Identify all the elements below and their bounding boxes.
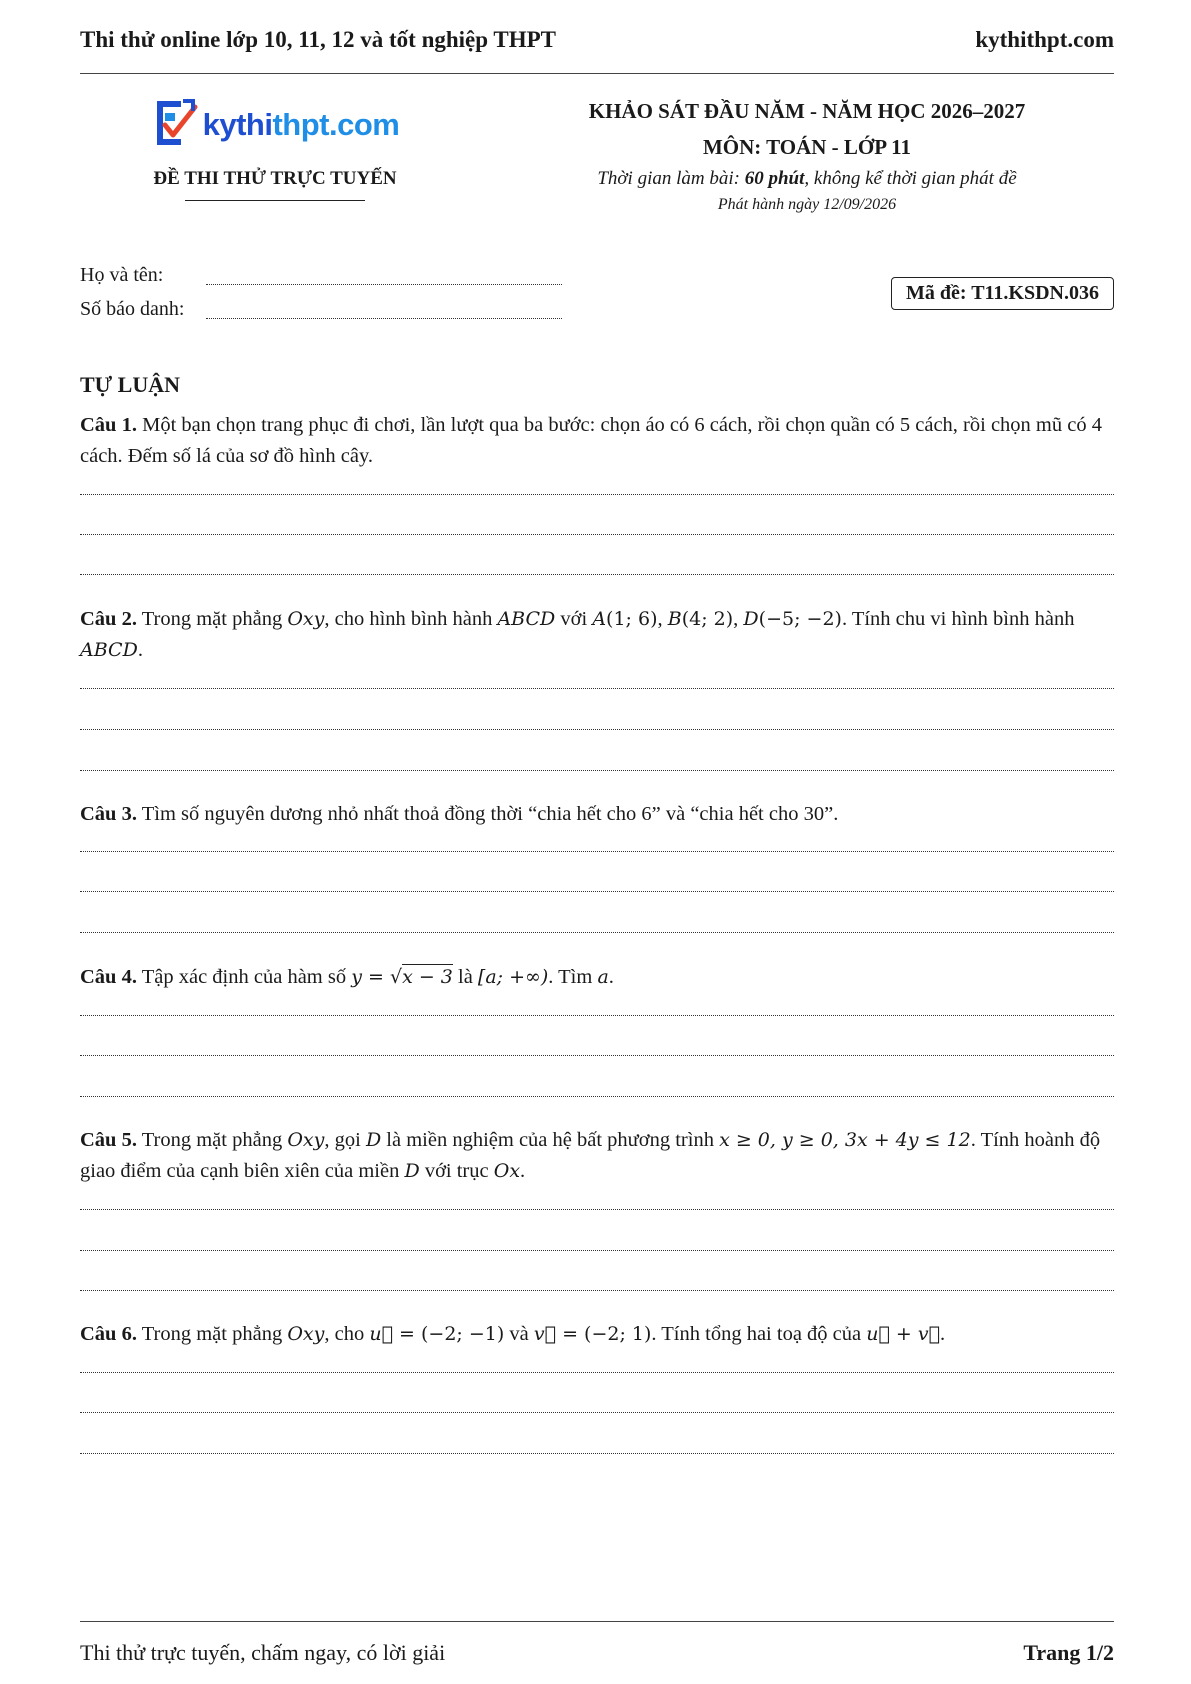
answer-line[interactable]: [80, 729, 1114, 730]
question-text: Một bạn chọn trang phục đi chơi, lần lượt qua ba bước: chọn áo có 6 cách, rồi chọn quần có 5 cách, rồi chọn mũ có 4 cách. Đếm số lá của sơ đồ hình cây.: [80, 414, 1102, 467]
math-expression: a: [597, 966, 609, 988]
question-text: Tìm số nguyên dương nhỏ nhất thoả đồng thời “chia hết cho 6” và “chia hết cho 30”.: [141, 803, 839, 825]
exam-time-prefix: Thời gian làm bài:: [597, 168, 745, 189]
footer-rule: [80, 1621, 1114, 1622]
answer-line[interactable]: [80, 494, 1114, 495]
math-expression: Oxy: [287, 1129, 325, 1151]
candidate-info: [80, 264, 562, 332]
answer-line[interactable]: [80, 1055, 1114, 1056]
question-4: [80, 962, 1114, 993]
math-expression: A: [592, 608, 607, 630]
math-expression: = (−2; −1): [392, 1323, 505, 1345]
exam-time-value: 60 phút: [744, 168, 805, 189]
question-label: Câu 1.: [80, 414, 137, 436]
header-left-text: Thi thử online lớp 10, 11, 12 và tốt nghiệp THPT: [80, 27, 556, 52]
question-text: .: [137, 639, 143, 661]
exam-title: KHẢO SÁT ĐẦU NĂM - NĂM HỌC 2026–2027: [588, 99, 1026, 123]
question-label: Câu 4.: [80, 966, 137, 988]
math-expression: u⃗: [369, 1323, 393, 1345]
answer-line[interactable]: [80, 1209, 1114, 1210]
math-expression: = (−2; 1): [556, 1323, 652, 1345]
math-expression: D: [365, 1129, 382, 1151]
candidate-id-label: Số báo danh:: [80, 298, 185, 320]
question-label: Câu 5.: [80, 1129, 137, 1151]
answer-line[interactable]: [80, 534, 1114, 535]
exam-time-suffix: , không kể thời gian phát đề: [804, 168, 1017, 189]
answer-line[interactable]: [80, 1096, 1114, 1097]
math-expression: Oxy: [287, 1323, 325, 1345]
math-expression: ABCD: [497, 608, 556, 630]
question-text: Trong mặt phẳng: [141, 1129, 288, 1151]
question-text: Trong mặt phẳng: [141, 608, 288, 630]
site-logo[interactable]: [80, 96, 470, 154]
math-expression: Oxy: [287, 608, 325, 630]
math-expression: Ox: [493, 1160, 521, 1182]
math-expression: x ≥ 0, y ≥ 0, 3x + 4y ≤ 12: [719, 1129, 971, 1151]
candidate-id-field[interactable]: [206, 304, 562, 319]
exam-release-date: Phát hành ngày 12/09/2026: [717, 196, 897, 213]
candidate-name-label: Họ và tên:: [80, 264, 164, 286]
question-6: [80, 1319, 1114, 1350]
logo-icon: [151, 97, 199, 154]
math-expression: (−5; −2): [758, 608, 842, 630]
math-expression: ABCD: [80, 639, 138, 661]
question-text: ,: [733, 608, 744, 630]
answer-line[interactable]: [80, 770, 1114, 771]
exam-code-badge: Mã đề: T11.KSDN.036: [891, 277, 1114, 310]
question-label: Câu 2.: [80, 608, 137, 630]
answer-line[interactable]: [80, 1250, 1114, 1251]
question-1: [80, 410, 1114, 472]
question-text: , cho hình bình hành: [324, 608, 498, 630]
header-rule: [80, 73, 1114, 74]
math-expression: (1; 6): [606, 608, 658, 630]
running-header: [80, 22, 1114, 58]
question-text: Trong mặt phẳng: [141, 1323, 288, 1345]
question-2: [80, 604, 1114, 666]
answer-line[interactable]: [80, 1412, 1114, 1413]
question-text: ,: [657, 608, 668, 630]
exam-time: [500, 168, 1114, 190]
math-expression: x − 3: [402, 966, 453, 988]
math-expression: D: [743, 608, 759, 630]
answer-line[interactable]: [80, 1015, 1114, 1016]
answer-line[interactable]: [80, 851, 1114, 852]
exam-page: [80, 0, 1114, 1684]
question-text: là miền nghiệm của hệ bất phương trình: [381, 1129, 720, 1151]
question-text: với trục: [419, 1160, 494, 1182]
question-text: .: [520, 1160, 526, 1182]
question-text: .: [940, 1323, 946, 1345]
math-expression: u⃗ + v⃗: [866, 1323, 941, 1345]
candidate-name-field[interactable]: [206, 270, 562, 285]
question-text: . Tính hoành độ giao điểm của cạnh biên xiên của miền: [80, 1129, 1101, 1182]
candidate-id-row: [80, 298, 562, 332]
candidate-name-row: [80, 264, 562, 298]
question-label: Câu 6.: [80, 1323, 137, 1345]
answer-line[interactable]: [80, 1372, 1114, 1373]
answer-line[interactable]: [80, 891, 1114, 892]
question-text: là: [452, 966, 478, 988]
logo-wordmark: [203, 107, 400, 143]
question-text: . Tính chu vi hình bình hành: [841, 608, 1075, 630]
question-text: .: [608, 966, 614, 988]
question-text: . Tính tổng hai toạ độ của: [651, 1323, 867, 1345]
header-site-link[interactable]: kythithpt.com: [975, 27, 1114, 52]
question-text: . Tìm: [548, 966, 598, 988]
footer-text: Thi thử trực tuyến, chấm ngay, có lời giải: [80, 1640, 446, 1665]
brand-underline: [185, 200, 365, 201]
math-expression: [a; +∞): [477, 966, 549, 988]
math-expression: D: [404, 1160, 420, 1182]
brand-block: [80, 96, 470, 201]
exam-subject: MÔN: TOÁN - LỚP 11: [702, 135, 912, 159]
answer-line[interactable]: [80, 1453, 1114, 1454]
math-expression: y: [351, 966, 362, 988]
math-expression: v⃗: [533, 1323, 557, 1345]
question-text: , cho: [324, 1323, 370, 1345]
question-text: , gọi: [324, 1129, 366, 1151]
question-text: với: [555, 608, 593, 630]
brand-subtitle: ĐỀ THI THỬ TRỰC TUYẾN: [153, 168, 397, 189]
question-3: [80, 799, 1114, 830]
math-expression: =: [361, 966, 390, 988]
section-title: TỰ LUẬN: [80, 372, 181, 397]
question-5: [80, 1125, 1114, 1187]
exam-info: [500, 96, 1114, 214]
answer-line[interactable]: [80, 574, 1114, 575]
question-text: Tập xác định của hàm số: [141, 966, 352, 988]
logo-text-b: thpt.com: [272, 107, 400, 142]
question-text: và: [504, 1323, 534, 1345]
page-number: Trang 1/2: [1023, 1640, 1114, 1665]
answer-line[interactable]: [80, 688, 1114, 689]
question-label: Câu 3.: [80, 803, 137, 825]
answer-line[interactable]: [80, 932, 1114, 933]
answer-line[interactable]: [80, 1290, 1114, 1291]
page-footer: [80, 1640, 1114, 1666]
sqrt-sign: √: [389, 966, 403, 988]
math-expression: B: [667, 608, 682, 630]
math-expression: (4; 2): [681, 608, 734, 630]
logo-text-a: kythi: [202, 107, 273, 142]
